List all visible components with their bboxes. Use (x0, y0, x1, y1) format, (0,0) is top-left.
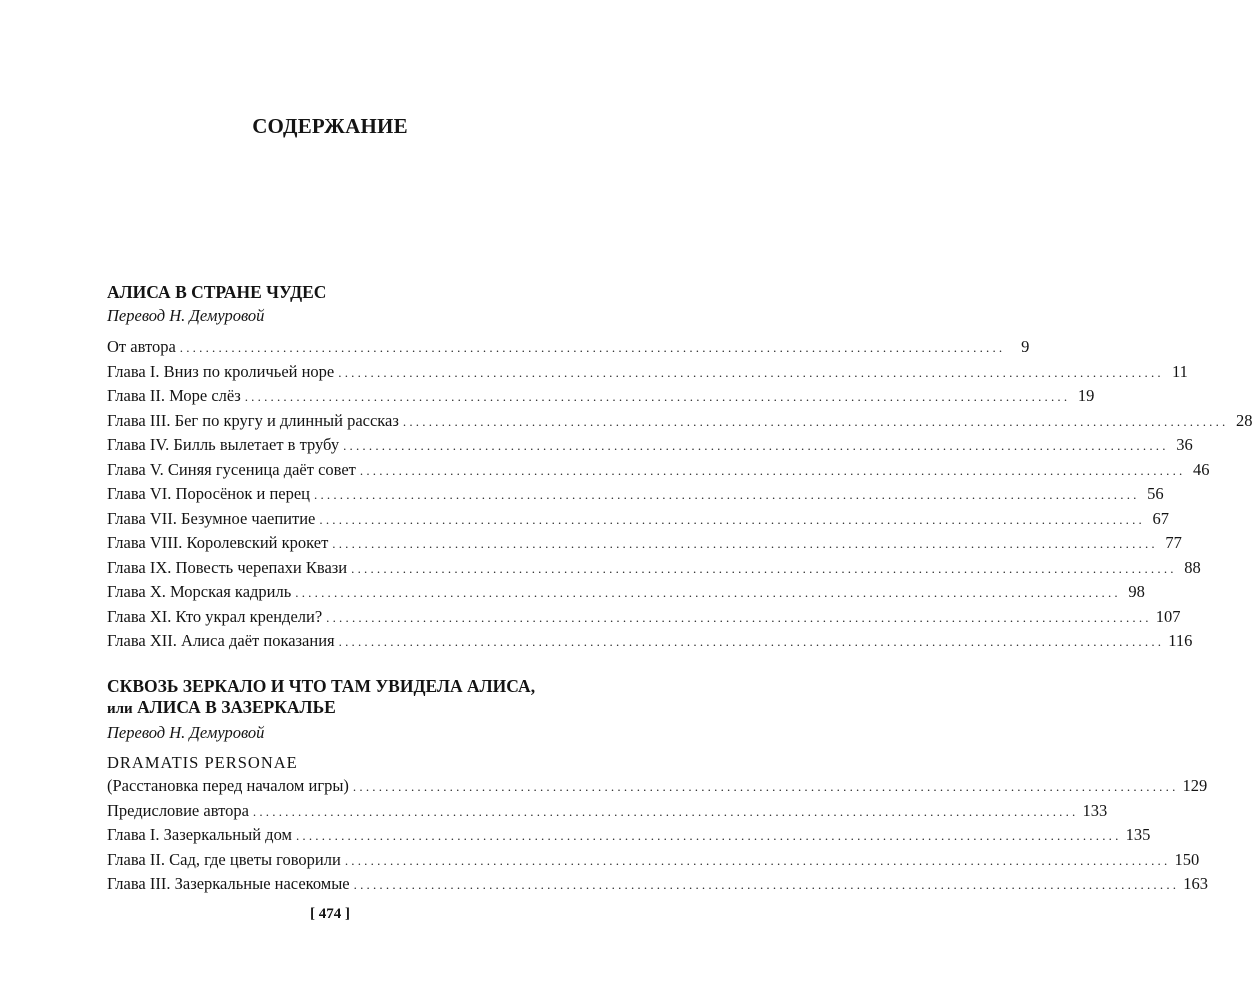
section-subtitle: или АЛИСА В ЗАЗЕРКАЛЬЕ (107, 697, 336, 717)
toc-entry: Глава IX. Повесть черепахи Квази ................................................................................................................................ 88 (107, 557, 1201, 577)
section-title: АЛИСА В СТРАНЕ ЧУДЕС (107, 282, 327, 302)
translator-credit: Перевод Н. Демуровой (107, 306, 265, 325)
page-title: СОДЕРЖАНИЕ (252, 114, 408, 138)
toc-entry: Глава III. Зазеркальные насекомые ................................................................................................................................ 163 (107, 874, 1208, 893)
toc-entry: Глава III. Бег по кругу и длинный рассказ ................................................................................................................................ 28 (107, 410, 1253, 430)
toc-entry: Глава XII. Алиса даёт показания ................................................................................................................................ 116 (107, 631, 1193, 650)
toc-entry: Глава VIII. Королевский крокет ................................................................................................................................ 77 (107, 533, 1182, 552)
section-title: СКВОЗЬ ЗЕРКАЛО И ЧТО ТАМ УВИДЕЛА АЛИСА, (107, 676, 536, 696)
toc-list (107, 335, 1253, 654)
toc-entry: Глава X. Морская кадриль ................................................................................................................................ 98 (107, 582, 1145, 601)
toc-entry: От автора ................................................................................................................................ 9 (107, 337, 1030, 356)
page-number: [ 474 ] (310, 906, 350, 922)
toc-entry: Предисловие автора ................................................................................................................................ 133 (107, 800, 1108, 820)
toc-entry: Глава I. Вниз по кроличьей норе ................................................................................................................................ 11 (107, 361, 1188, 381)
toc-entry: Глава VI. Поросёнок и перец ................................................................................................................................ 56 (107, 484, 1164, 503)
toc-entry: Глава VII. Безумное чаепитие ................................................................................................................................ 67 (107, 508, 1169, 528)
toc-entry: Глава II. Море слёз ................................................................................................................................ 19 (107, 386, 1095, 405)
translator-credit: Перевод Н. Демуровой (107, 723, 265, 742)
dramatis-personae: DRAMATIS PERSONAE (107, 753, 298, 772)
toc-entry: Глава IV. Билль вылетает в трубу ................................................................................................................................ 36 (107, 435, 1193, 454)
toc-section-alice-wonderland (107, 282, 1253, 654)
toc-section-looking-glass (107, 676, 1208, 897)
toc-entry: (Расстановка перед началом игры) ................................................................................................................................ 129 (107, 776, 1208, 795)
toc-entry: Глава XI. Кто украл крендели? ................................................................................................................................ 107 (107, 606, 1181, 626)
toc-entry: Глава II. Сад, где цветы говорили ................................................................................................................................ 150 (107, 849, 1200, 869)
toc-list (107, 774, 1208, 897)
toc-entry: Глава I. Зазеркальный дом ................................................................................................................................ 135 (107, 825, 1151, 844)
toc-entry: Глава V. Синяя гусеница даёт совет ................................................................................................................................ 46 (107, 459, 1210, 479)
